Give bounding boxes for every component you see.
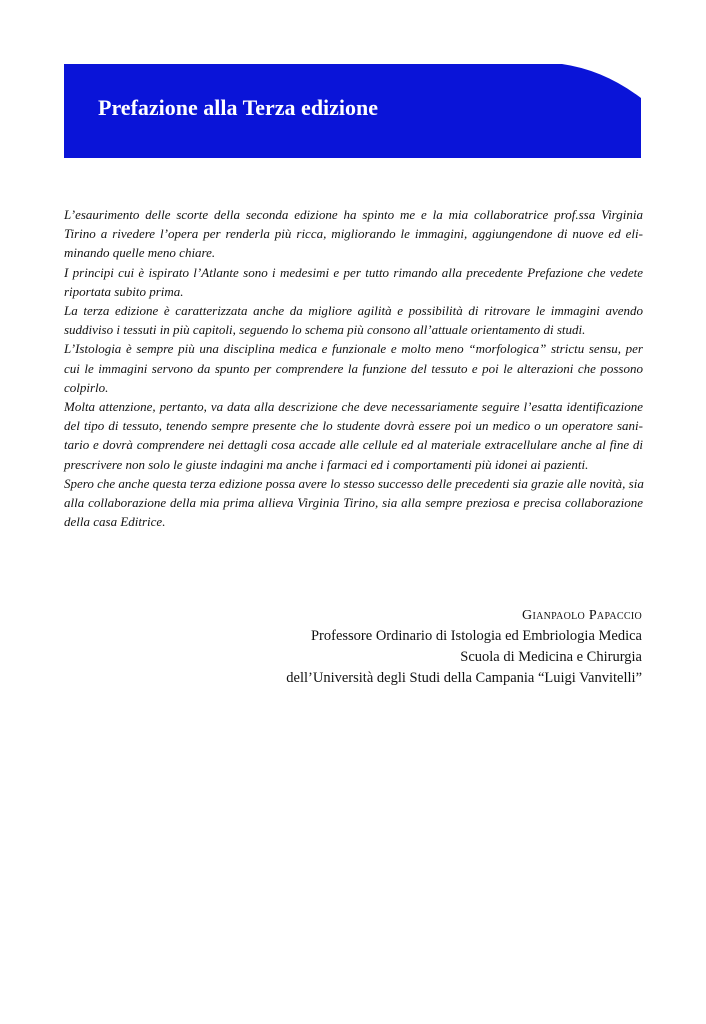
- paragraph-line: L’esaurimento delle scorte della seconda edizione ha spinto me e la mia collaboratrice prof.ssa Virginia: [64, 207, 643, 222]
- paragraph-line: Spero che anche questa terza edizione possa avere lo stesso successo delle precedenti sia grazie alle novità, sia: [64, 475, 644, 491]
- paragraph-line: I principi cui è ispirato l’Atlante sono i medesimi e per tutto rimando alla precedente Prefazione che vedete: [64, 264, 643, 280]
- paragraph-line: alla collaborazione della mia prima allieva Virginia Tirino, sia alla sempre preziosa e precisa collaborazione: [64, 495, 643, 511]
- paragraph-line: Tirino a rivedere l’opera per renderla più ricca, migliorando le immagini, aggiungendone di nuove ed eli-: [64, 226, 643, 242]
- paragraph-line: prescrivere non solo le giuste indagini ma anche i farmaci ed i comportamenti più idonei ai pazienti.: [64, 456, 589, 472]
- paragraph-line: Molta attenzione, pertanto, va data alla descrizione che deve necessariamente seguire l’esatta identificazione: [64, 399, 643, 415]
- signature-block: [286, 605, 642, 689]
- author-title: Professore Ordinario di Istologia ed Embriologia Medica: [310, 628, 642, 644]
- paragraph-line: minando quelle meno chiare.: [64, 245, 216, 261]
- page-title: Prefazione alla Terza edizione: [98, 95, 379, 120]
- header-band: [64, 64, 641, 158]
- author-school: Scuola di Medicina e Chirurgia: [460, 649, 642, 665]
- paragraph-line: La terza edizione è caratterizzata anche da migliore agilità e possibilità di ritrovare le immagini avendo: [64, 303, 643, 319]
- paragraph-line: suddiviso i tessuti in più capitoli, seguendo lo schema più consono all’attuale orientamento di studi.: [64, 322, 586, 338]
- paragraph-line: tario e dovrà comprendere nei dettagli cosa accade alle cellule ed al materiale extracellulare anche al fine di: [64, 437, 643, 453]
- preface-body: [64, 205, 643, 531]
- paragraph-line: riportata subito prima.: [64, 283, 184, 299]
- author-university: dell’Università degli Studi della Campania “Luigi Vanvitelli”: [286, 670, 642, 686]
- paragraph-line: del tipo di tessuto, tenendo sempre presente che lo studente dovrà essere poi un medico o un operatore sani-: [64, 418, 643, 434]
- paragraph-line: colpirlo.: [64, 379, 109, 395]
- paragraph-line: L’Istologia è sempre più una disciplina medica e funzionale e molto meno “morfologica” strictu sensu, per: [64, 341, 643, 357]
- paragraph-line: cui le immagini servono da spunto per comprendere la funzione del tessuto e poi le alterazioni che possono: [64, 360, 643, 376]
- author-name: Gianpaolo Papaccio: [522, 608, 642, 623]
- paragraph-line: della casa Editrice.: [64, 514, 166, 530]
